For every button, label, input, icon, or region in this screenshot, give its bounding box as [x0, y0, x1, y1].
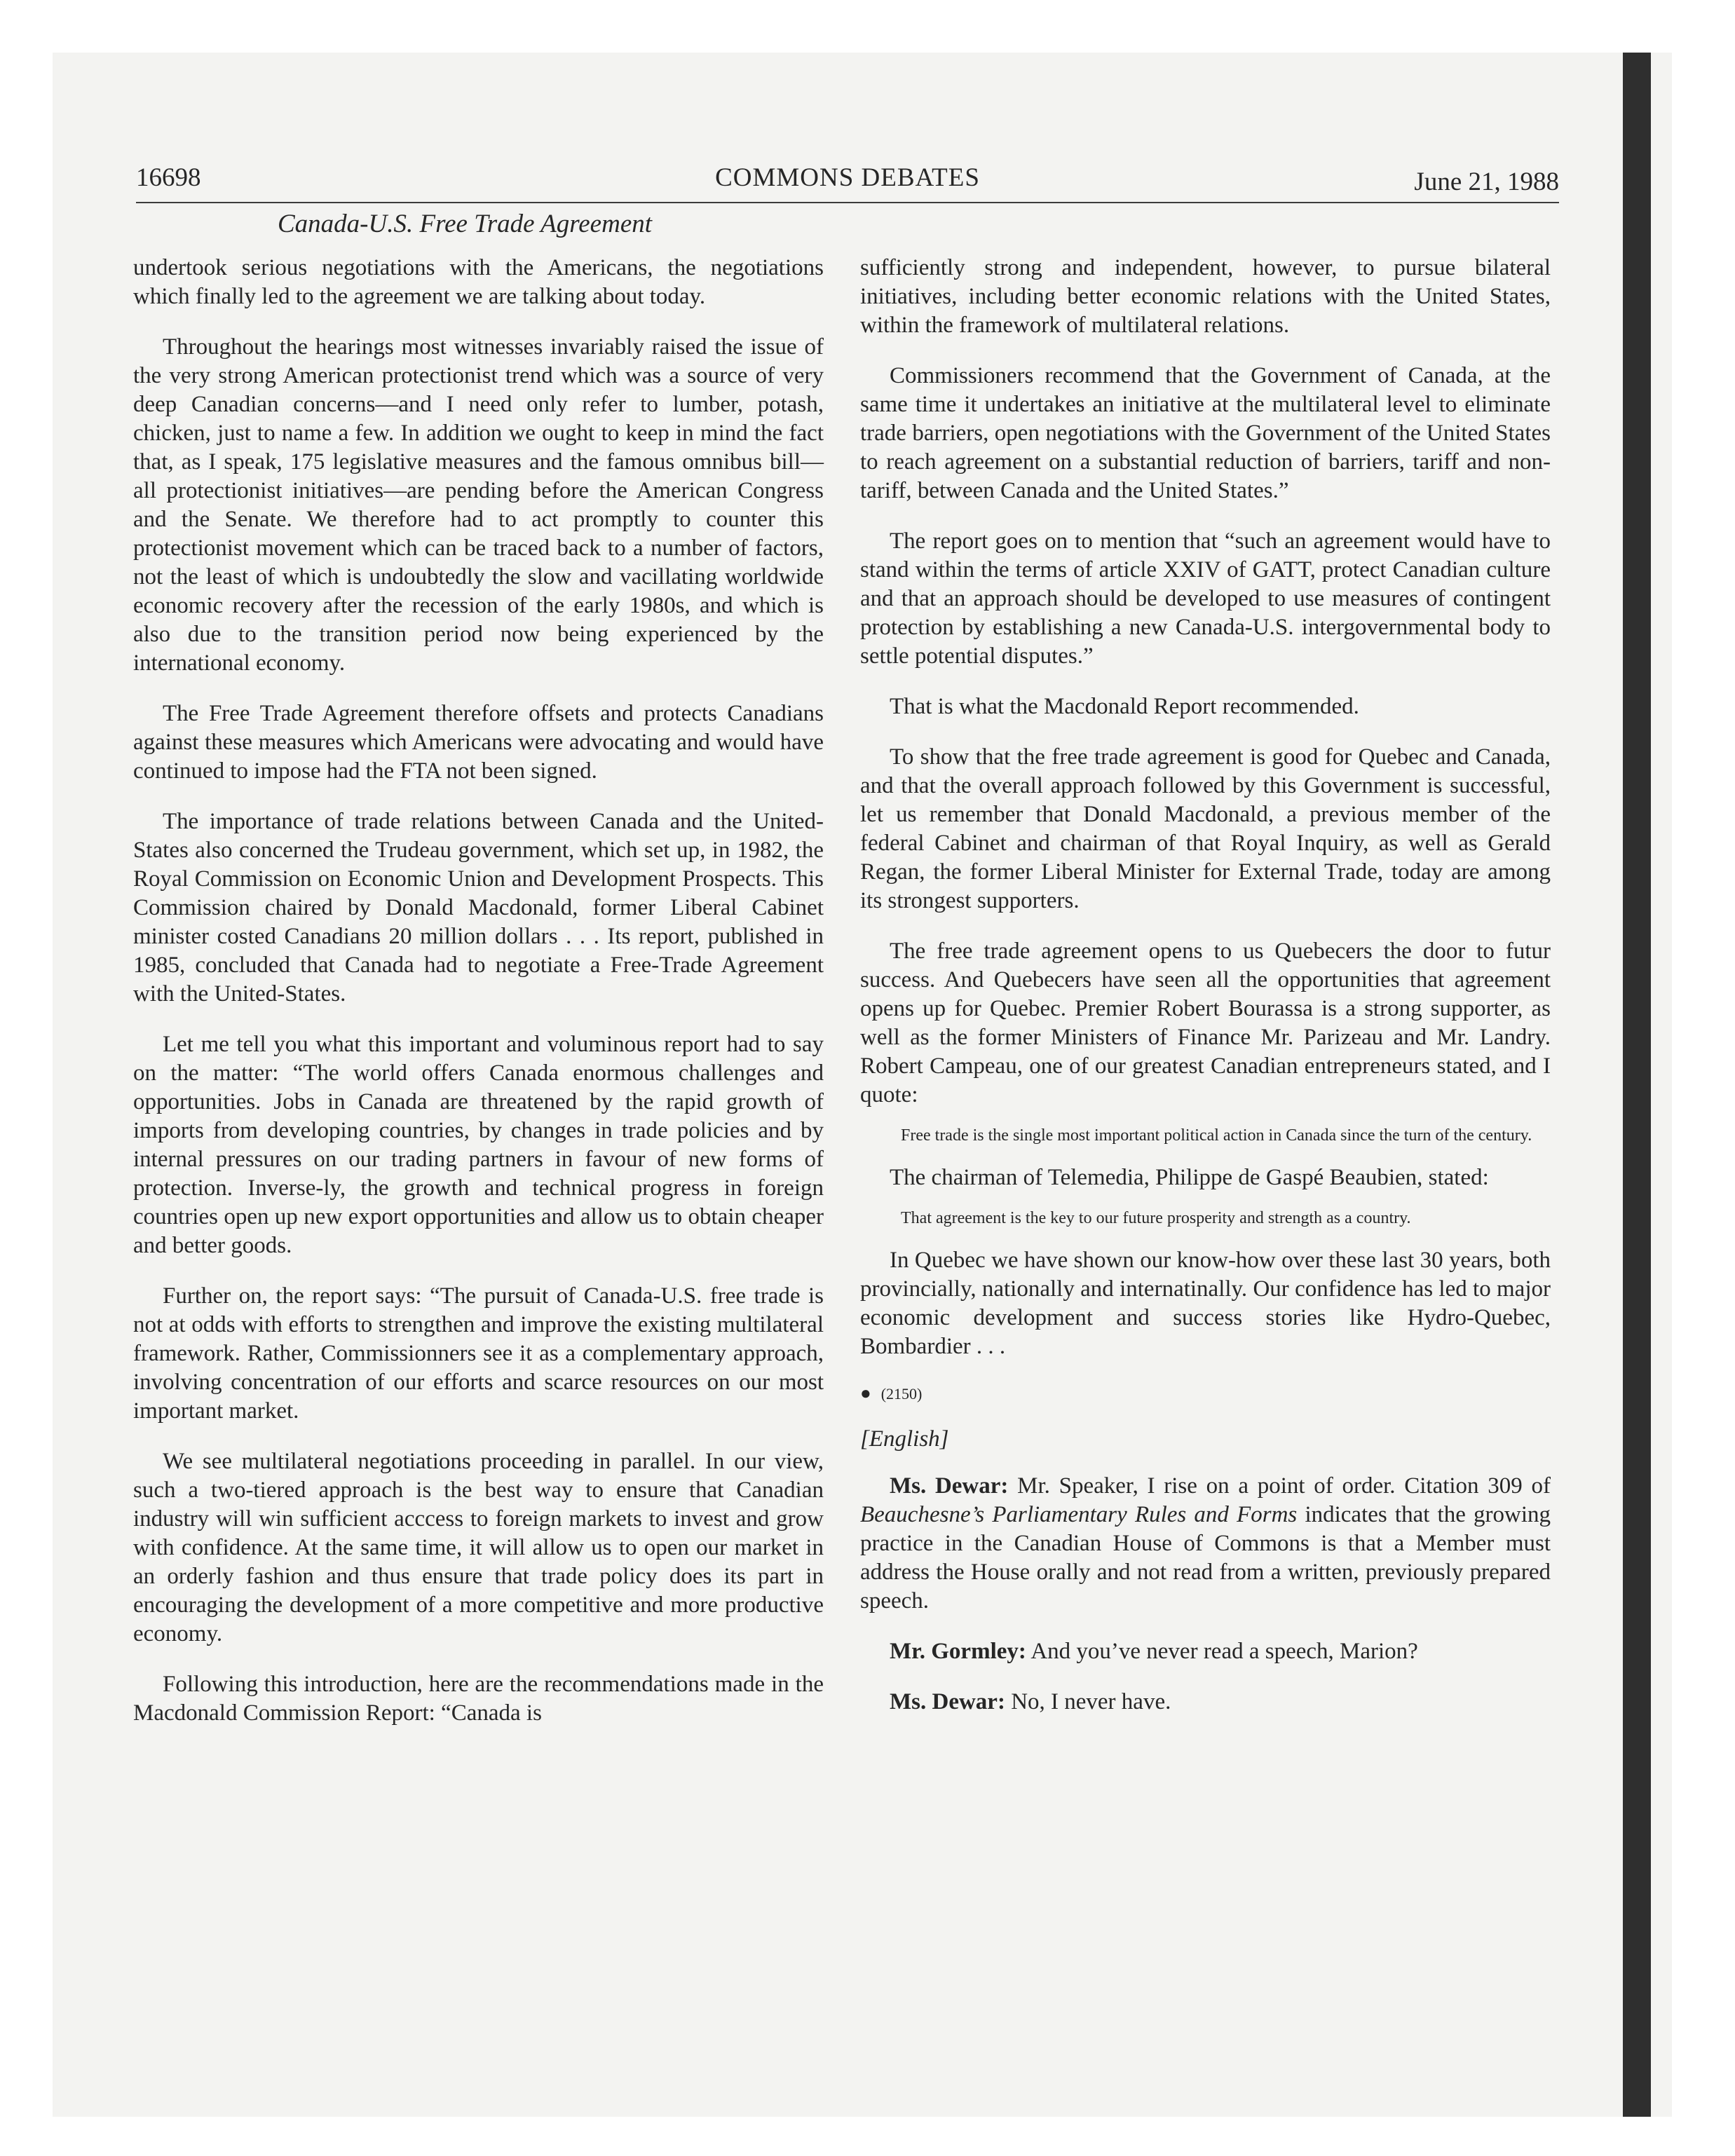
speech-text: And you’ve never read a speech, Marion?	[1030, 1639, 1418, 1664]
debate-date: June 21, 1988	[1414, 168, 1559, 196]
block-quote: Free trade is the single most important political action in Canada since the turn of the century.	[901, 1126, 1532, 1145]
language-tag: [English]	[860, 1426, 949, 1452]
section-subheading: Canada-U.S. Free Trade Agreement	[278, 210, 653, 238]
paragraph: The report goes on to mention that “such an agreement would have to stand within the terms of article XXIV of GATT, protect Canadian culture and that an approach should be developed to use measures of contingent protection by establishing a new Canada-U.S. intergovernmental body to settle potential disputes.”	[860, 528, 1551, 669]
speaker-name: Ms. Dewar:	[890, 1689, 1005, 1714]
paragraph: We see multilateral negotiations proceeding in parallel. In our view, such a two-tiered approach is the best way to ensure that Canadian industry will win sufficient acccess to foreign markets to invest and grow with confidence. At the same time, it will allow us to open our market in an orderly fashion and thus ensure that trade policy does its part in encouraging the development of a more competitive and more productive economy.	[133, 1449, 824, 1646]
paragraph: To show that the free trade agreement is good for Quebec and Canada, and that the overall approach followed by this Government is successful, let us remember that Donald Macdonald, a previous member of the federal Cabinet and chairman of that Royal Inquiry, as well as Gerald Regan, the former Liberal Minister for External Trade, today are among its strongest supporters.	[860, 744, 1551, 913]
paragraph: The Free Trade Agreement therefore offsets and protects Canadians against these measures which Americans were advocating and would have continued to impose had the FTA not been signed.	[133, 701, 824, 784]
running-header	[136, 160, 1559, 203]
paragraph: undertook serious negotiations with the Americans, the negotiations which finally led to the agreement we are talking about today.	[133, 255, 824, 309]
right-column	[860, 254, 1551, 1738]
publication-title: COMMONS DEBATES	[715, 163, 980, 192]
time-marker-text: (2150)	[880, 1385, 923, 1403]
speaker-name: Ms. Dewar:	[890, 1473, 1009, 1499]
speech-text: indicates that the growing practice in the Canadian House of Commons is that a Member must address the House orally and not read from a written, previously prepared speech.	[860, 1502, 1551, 1613]
speech-text: Mr. Speaker, I rise on a point of order. Citation 309 of	[1017, 1473, 1551, 1499]
speech-dewar-reply	[860, 1688, 1551, 1717]
speaker-name: Mr. Gormley:	[890, 1639, 1026, 1664]
bullet-icon: ●	[860, 1383, 871, 1403]
speech-text: No, I never have.	[1011, 1689, 1171, 1714]
page-number: 16698	[136, 163, 201, 192]
scan-edge	[1623, 53, 1651, 2117]
paragraph: sufficiently strong and independent, however, to pursue bilateral initiatives, including better economic relations with the United States, within the framework of multilateral relations.	[860, 255, 1551, 338]
paragraph: Following this introduction, here are the recommendations made in the Macdonald Commission Report: “Canada is	[133, 1672, 824, 1726]
block-quote: That agreement is the key to our future prosperity and strength as a country.	[901, 1209, 1411, 1227]
paragraph: Throughout the hearings most witnesses invariably raised the issue of the very strong American protectionist trend which was a source of very deep Canadian concerns—and I need only refer to lumber, potash, chicken, just to name a few. In addition we ought to keep in mind the fact that, as I speak, 175 legislative measures and the famous omnibus bill—all protectionist initiatives—are pending before the American Congress and the Senate. We therefore had to act promptly to counter this protectionist movement which can be traced back to a number of factors, not the least of which is undoubtedly the slow and vacillating worldwide economic recovery after the recession of the early 1980s, and which is also due to the transition period now being experienced by the international economy.	[133, 334, 824, 676]
paragraph: The importance of trade relations between Canada and the United-States also concerned the Trudeau government, which set up, in 1982, the Royal Commission on Economic Union and Development Prospects. This Commission chaired by Donald Macdonald, former Liberal Cabinet minister costed Canadians 20 million dollars . . . Its report, published in 1985, concluded that Canada had to negotiate a Free-Trade Agreement with the United-States.	[133, 809, 824, 1007]
paragraph: In Quebec we have shown our know-how over these last 30 years, both provincially, nationally and internatinally. Our confidence has led to major economic development and success stories like Hydro-Quebec, Bombardier . . .	[860, 1248, 1551, 1359]
speech-dewar	[860, 1472, 1551, 1616]
speech-gormley	[860, 1637, 1551, 1666]
paragraph: Commissioners recommend that the Government of Canada, at the same time it undertakes an initiative at the multilateral level to eliminate trade barriers, open negotiations with the Government of the United States to reach agreement on a substantial reduction of barriers, tariff and non-tariff, between Canada and the United States.”	[860, 363, 1551, 503]
paragraph: The free trade agreement opens to us Quebecers the door to futur success. And Quebecers have seen all the opportunities that agreement opens up for Quebec. Premier Robert Bourassa is a strong supporter, as well as the former Ministers of Finance Mr. Parizeau and Mr. Landry. Robert Campeau, one of our greatest Canadian entrepreneurs stated, and I quote:	[860, 939, 1551, 1107]
citation-title: Beauchesne’s Parliamentary Rules and Forms	[860, 1502, 1298, 1527]
paragraph: The chairman of Telemedia, Philippe de Gaspé Beaubien, stated:	[890, 1165, 1489, 1190]
paragraph: Let me tell you what this important and voluminous report had to say on the matter: “The world offers Canada enormous challenges and opportunities. Jobs in Canada are threatened by the rapid growth of imports from developing countries, by changes in trade policies and by internal pressures on our trading partners in favour of new forms of protection. Inverse-ly, the growth and technical progress in foreign countries open up new export opportunities and allow us to obtain cheaper and better goods.	[133, 1032, 824, 1258]
left-column	[133, 254, 824, 1749]
paragraph: Further on, the report says: “The pursuit of Canada-U.S. free trade is not at odds with efforts to strengthen and improve the existing multilateral framework. Rather, Commissionners see it as a complementary approach, involving concentration of our efforts and scarce resources on our most important market.	[133, 1283, 824, 1424]
paragraph: That is what the Macdonald Report recommended.	[890, 694, 1359, 719]
time-marker	[860, 1383, 1551, 1404]
